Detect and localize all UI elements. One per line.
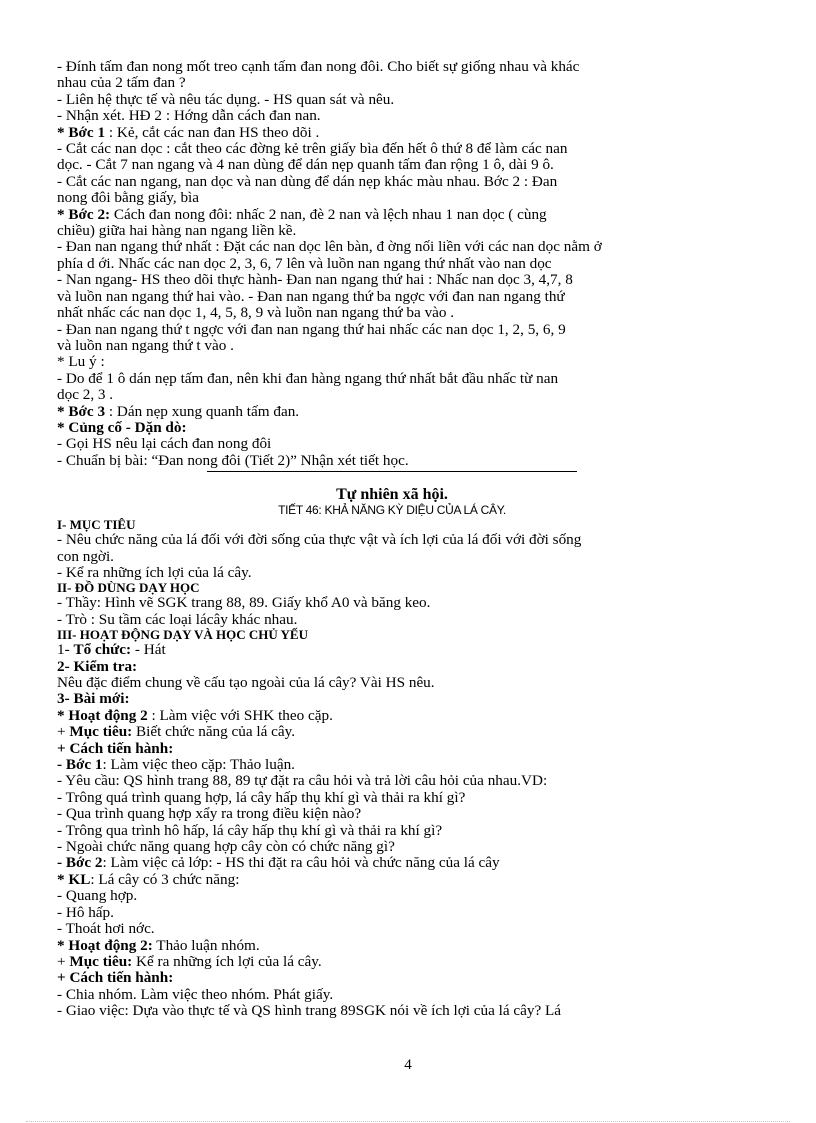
step-3-text: : Dán nẹp xung quanh tấm đan. [105,402,300,420]
text-line: - Ngoài chức năng quang hợp cây còn có chức năng gì? [57,838,395,856]
part5 [57,773,727,855]
text-line: dọc. - Cắt 7 nan ngang và 4 nan dùng để dán nẹp quanh tấm đan rộng 1 ô, dài 9 ô. [57,156,554,174]
step-b2-line [57,855,727,871]
activity-1-line [57,708,727,724]
activity-2-line [57,938,727,954]
section-divider [207,471,577,472]
objective-2-label: Mục tiêu: [69,952,133,970]
organization-number: 1- [57,641,74,659]
text-line: dọc 2, 3 . [57,386,114,404]
text-line: - Đan nan ngang thứ nhất : Đặt các nan dọc lên bàn, đ ờng nối liền với các nan dọc nằm ở [57,238,602,256]
part6 [57,987,727,1020]
text-line: - Nan ngang- HS theo dõi thực hành- Đan nan ngang thứ hai : Nhấc nan dọc 3, 4,7, 8 [57,271,573,289]
text-line: - Hô hấp. [57,903,114,921]
text-line: - Thầy: Hình vẽ SGK trang 88, 89. Giấy khổ A0 và băng keo. [57,594,431,612]
section-heading-materials: II- ĐỒ DÙNG DẠY HỌC [57,580,200,596]
part3 [57,223,727,403]
step-b1-label: - Bớc 1 [57,756,103,774]
text-line: * Lu ý : [57,353,105,371]
text-line: nhất nhấc các nan dọc 1, 4, 5, 8, 9 và luồn nan ngang thứ ba vào . [57,304,455,322]
objective-2-line [57,954,727,970]
step-1-label: * Bớc 1 [57,123,106,141]
page-number: 4 [404,1057,412,1073]
text-line: - Giao việc: Dựa vào thực tế và QS hình trang 89SGK nói về ích lợi của lá cây? Lá [57,1002,562,1020]
step-3-line [57,404,727,420]
activity-2-text: Thảo luận nhóm. [152,936,260,954]
text-line: nhau của 2 tấm đan ? [57,74,186,92]
text-line: - Liên hệ thực tế và nêu tác dụng. - HS quan sát và nêu. [57,90,395,108]
part2 [57,141,727,207]
step-1-text: : Kẻ, cắt các nan đan HS theo dõi . [105,123,320,141]
activity-1-label: * Hoạt động 2 [57,706,148,724]
text-line: - Chia nhóm. Làm việc theo nhóm. Phát giấy. [57,985,334,1003]
procedure-1-heading: + Cách tiến hành: [57,739,174,757]
conclusion-line [57,872,727,888]
text-line: phía d ới. Nhấc các nan dọc 2, 3, 6, 7 lên và luồn nan ngang thứ nhất vào nan dọc [57,254,552,272]
step-b2-text: : Làm việc cả lớp: - HS thi đặt ra câu hỏi và chức năng của lá cây [102,854,500,872]
text-line: - Đan nan ngang thứ t ngợc với đan nan ngang thứ hai nhấc các nan dọc 1, 2, 5, 6, 9 [57,320,566,338]
text-line: - Do để 1 ô dán nẹp tấm đan, nên khi đan hàng ngang thứ nhất bắt đầu nhấc từ nan [57,369,559,387]
consolidation-heading: * Củng cố - Dặn dò: [57,418,187,436]
text-line: và luồn nan ngang thứ t vào . [57,336,234,354]
text-line: - Nhận xét. HĐ 2 : Hớng dẫn cách đan nan. [57,107,321,125]
conclusion-label: * KL [57,870,91,888]
text-line: - Gọi HS nêu lại cách đan nong đôi [57,435,272,453]
text-line: - Trò : Su tầm các loại lácây khác nhau. [57,610,298,628]
text-line: chiều) giữa hai hàng nan ngang liền kề. [57,222,297,240]
text-line: và luồn nan ngang thứ hai vào. - Đan nan ngang thứ ba ngợc với đan nan ngang thứ [57,287,565,305]
part1 [57,59,727,125]
review-heading: 2- Kiểm tra: [57,657,138,675]
text-line: - Chuẩn bị bài: “Đan nong đôi (Tiết 2)” Nhận xét tiết học. [57,451,409,469]
activity-1-text: : Làm việc với SHK theo cặp. [147,706,333,724]
text-line: - Trông qua trình hô hấp, lá cây hấp thụ khí gì và thải ra khí gì? [57,821,443,839]
objective-1-line [57,724,727,740]
text-line: - Yêu cầu: QS hình trang 88, 89 tự đặt ra câu hỏi và trả lời câu hỏi của nhau.VD: [57,772,548,790]
step-b1-line [57,757,727,773]
organization-text: - Hát [131,641,166,659]
objective-2-prefix: + [57,952,70,970]
text-line: - Cắt các nan dọc : cắt theo các đờng kẻ trên giấy bìa đến hết ô thứ 8 để làm các nan [57,140,568,158]
step-b2-label: - Bớc 2 [57,854,103,872]
lesson-title: Tự nhiên xã hội. [336,486,448,504]
step-2-line [57,207,727,223]
text-line: nong đôi bằng giấy, bìa [57,189,200,207]
text-line: - Trông quá trình quang hợp, lá cây hấp thụ khí gì và thải ra khí gì? [57,788,466,806]
objective-1-prefix: + [57,723,70,741]
text-line: - Quang hợp. [57,887,138,905]
page-bottom-border [26,1121,790,1122]
objective-1-text: Biết chức năng của lá cây. [132,723,296,741]
text-line: - Qua trình quang hợp xẩy ra trong điều kiện nào? [57,805,362,823]
text-line: con ngời. [57,547,114,565]
review-text: Nêu đặc điểm chung về cấu tạo ngoài của lá cây? Vài HS nêu. [57,674,435,691]
text-line: - Thoát hơi nớc. [57,920,155,938]
organization-line [57,642,727,658]
activity-2-label: * Hoạt động 2: [57,936,153,954]
objective-1-label: Mục tiêu: [69,723,133,741]
new-lesson-heading: 3- Bài mới: [57,690,130,708]
text-line: - Kể ra những ích lợi của lá cây. [57,563,252,581]
objective-2-text: Kể ra những ích lợi của lá cây. [132,952,322,970]
step-2-label: * Bớc 2: [57,205,111,223]
section-heading-objectives: I- MỤC TIÊU [57,517,136,533]
conclusion-text: : Lá cây có 3 chức năng: [90,870,240,888]
section-heading-activities: III- HOẠT ĐỘNG DẠY VÀ HỌC CHỦ YẾU [57,627,308,643]
text-line: - Đính tấm đan nong mốt treo cạnh tấm đan nong đôi. Cho biết sự giống nhau và khác [57,58,580,75]
text-line: - Nêu chức năng của lá đối với đời sống của thực vật và ích lợi của lá đối với đời sống [57,531,582,549]
step-2-text: Cách đan nong đôi: nhấc 2 nan, đè 2 nan và lệch nhau 1 nan dọc ( cùng [110,205,547,223]
step-1-line [57,125,727,141]
organization-label: Tổ chức: [73,641,132,659]
document-body [57,59,727,1020]
step-3-label: * Bớc 3 [57,402,106,420]
lesson-subtitle: TIẾT 46: KHẢ NĂNG KỲ DIỆU CỦA LÁ CÂY. [278,503,506,518]
part4 [57,436,727,469]
step-b1-text: : Làm việc theo cặp: Thảo luận. [102,756,295,774]
text-line: - Cắt các nan ngang, nan dọc và nan dùng để dán nẹp khác màu nhau. Bớc 2 : Đan [57,172,558,190]
procedure-2-heading: + Cách tiến hành: [57,969,174,987]
